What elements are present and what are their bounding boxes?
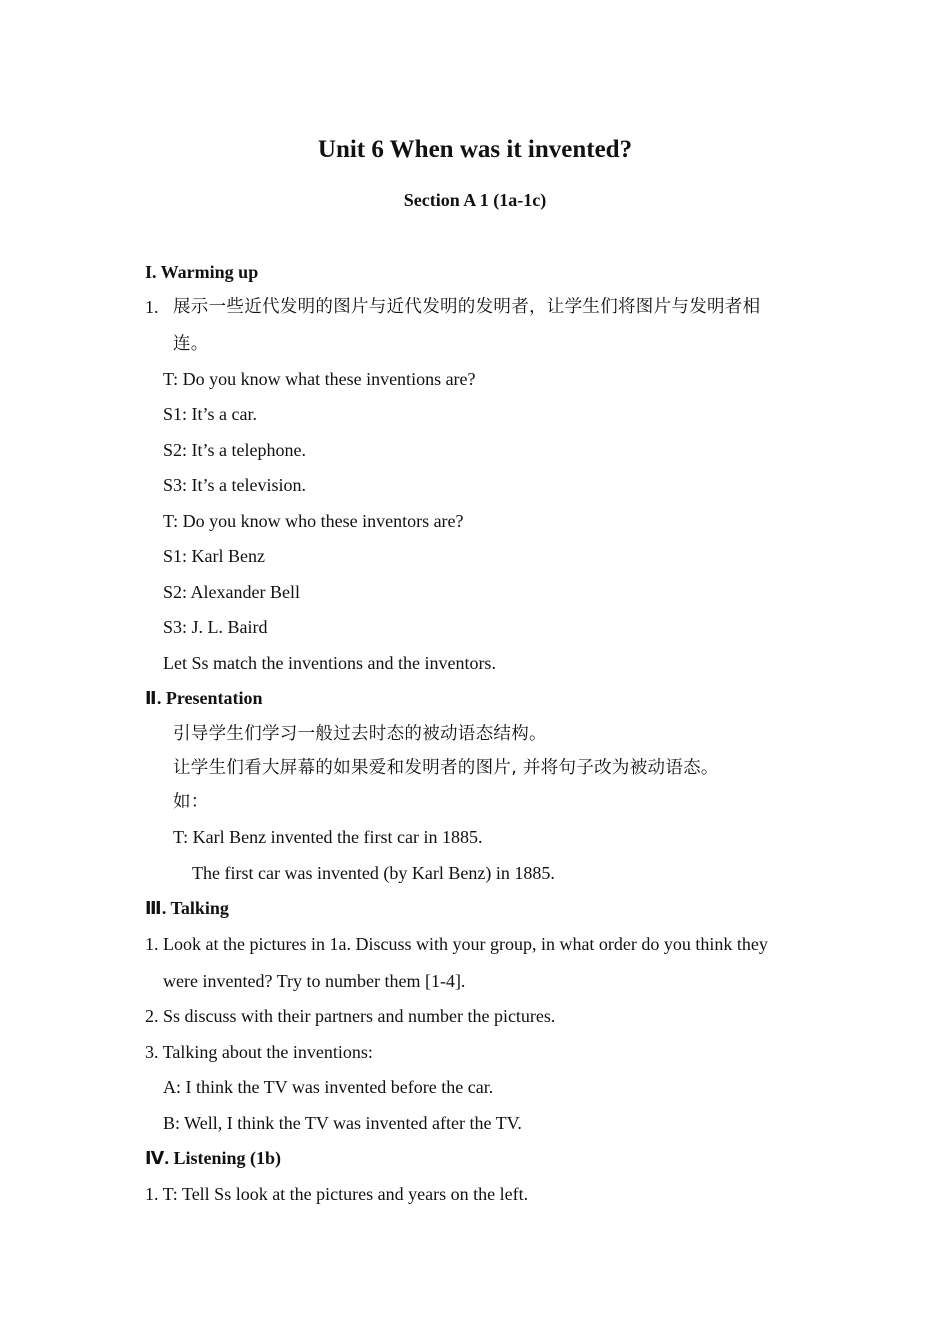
paragraph-line: 连。 xyxy=(173,334,209,354)
heading-text: . Talking xyxy=(161,898,229,918)
roman-numeral: Ⅳ xyxy=(145,1149,165,1169)
paragraph-line: 引导学生们学习一般过去时态的被动语态结构。 xyxy=(173,724,547,744)
section-heading-listening xyxy=(145,1147,281,1170)
heading-text: . Listening (1b) xyxy=(164,1148,282,1168)
list-number: 1. xyxy=(145,297,159,317)
heading-text: . Presentation xyxy=(156,688,263,708)
dialogue-line: S2: It’s a telephone. xyxy=(163,440,306,460)
document-title: Unit 6 When was it invented? xyxy=(317,136,633,163)
dialogue-line: S1: Karl Benz xyxy=(163,546,265,566)
example-line: T: Karl Benz invented the first car in 1885. xyxy=(173,827,483,847)
list-item: 2. Ss discuss with their partners and number the pictures. xyxy=(145,1006,556,1026)
list-item-continued: were invented? Try to number them [1-4]. xyxy=(163,971,466,991)
roman-numeral: Ⅱ xyxy=(145,689,157,709)
dialogue-line: T: Do you know who these inventors are? xyxy=(163,511,464,531)
paragraph-line: 如： xyxy=(173,792,209,812)
paragraph-line: 让学生们看大屏幕的如果爱和发明者的图片, 并将句子改为被动语态。 xyxy=(173,758,719,778)
section-heading-talking xyxy=(145,897,229,920)
section-heading-warming-up: I. Warming up xyxy=(145,262,259,282)
list-item: 1. T: Tell Ss look at the pictures and years on the left. xyxy=(145,1184,529,1204)
list-item: 3. Talking about the inventions: xyxy=(145,1042,373,1062)
example-line: The first car was invented (by Karl Benz) in 1885. xyxy=(192,863,555,883)
dialogue-line: T: Do you know what these inventions are? xyxy=(163,369,476,389)
dialogue-line: S1: It’s a car. xyxy=(163,404,257,424)
section-heading-presentation xyxy=(145,687,262,710)
document-subtitle: Section A 1 (1a-1c) xyxy=(403,190,547,210)
dialogue-line: S2: Alexander Bell xyxy=(163,582,300,602)
list-item: 1. Look at the pictures in 1a. Discuss with your group, in what order do you think they xyxy=(145,934,768,954)
roman-numeral: Ⅲ xyxy=(145,899,162,919)
dialogue-line: A: I think the TV was invented before the car. xyxy=(163,1077,494,1097)
dialogue-line: B: Well, I think the TV was invented after the TV. xyxy=(163,1113,522,1133)
paragraph-line: 展示一些近代发明的图片与近代发明的发明者，让学生们将图片与发明者相 xyxy=(173,297,761,317)
paragraph-line: Let Ss match the inventions and the inventors. xyxy=(163,653,496,673)
dialogue-line: S3: J. L. Baird xyxy=(163,617,268,637)
dialogue-line: S3: It’s a television. xyxy=(163,475,306,495)
